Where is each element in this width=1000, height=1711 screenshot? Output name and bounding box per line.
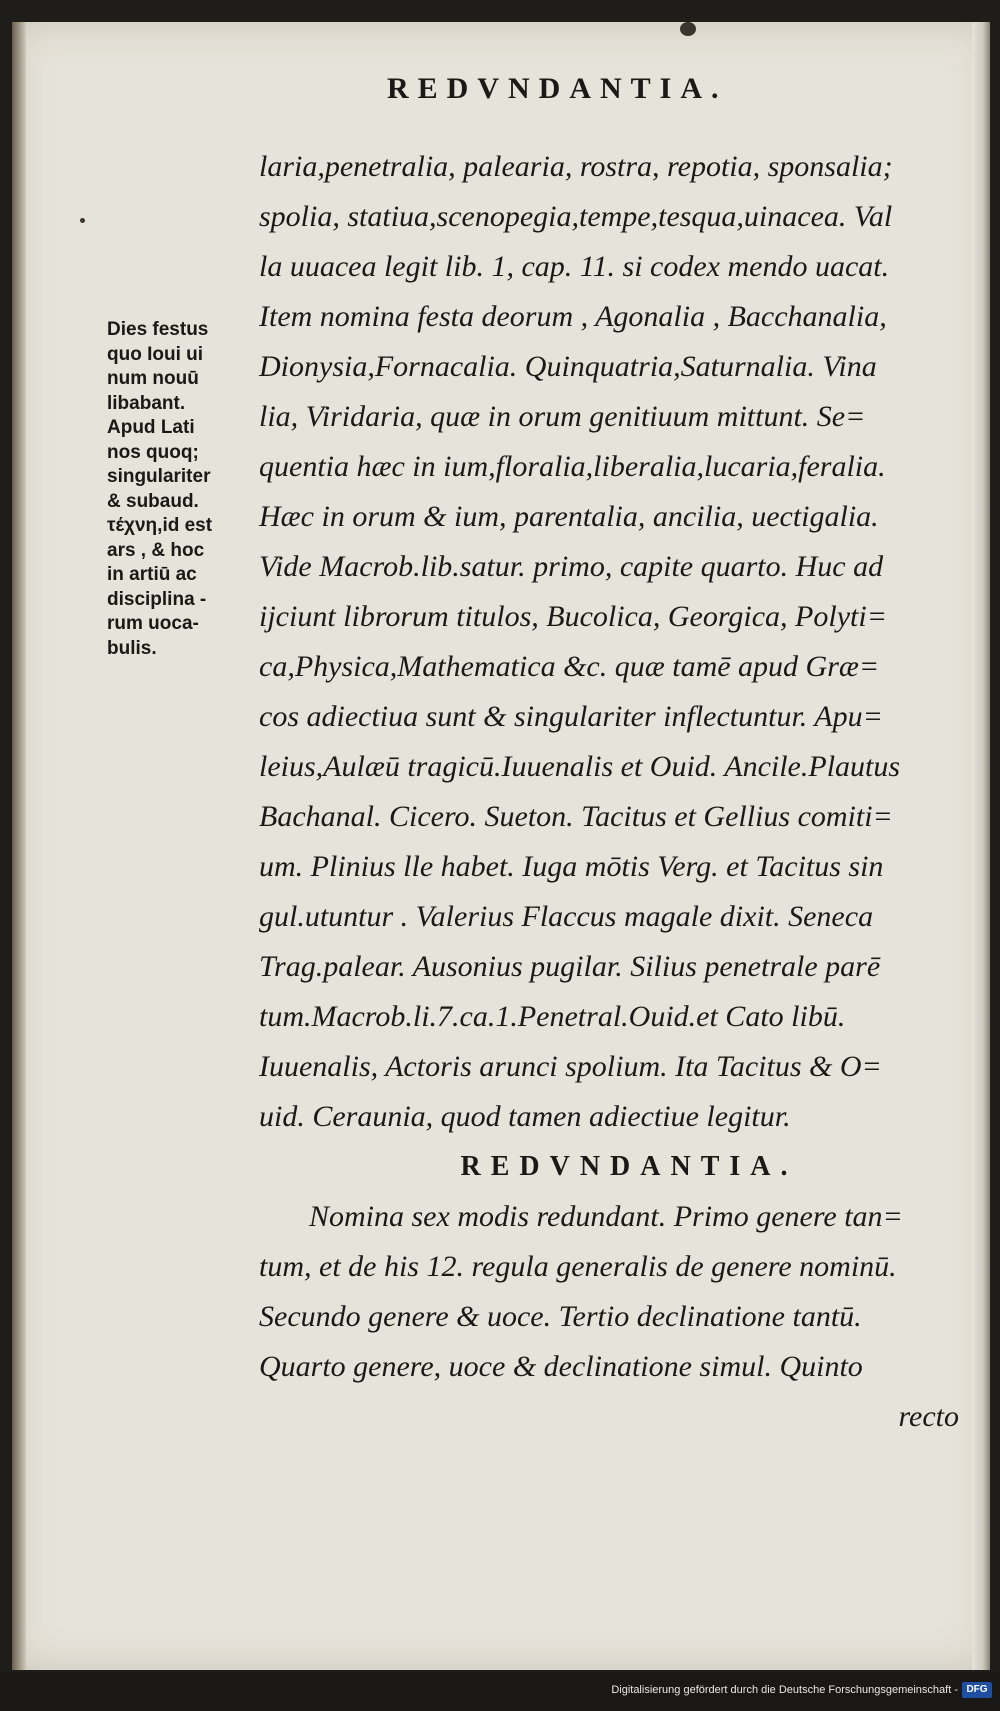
- marginal-line: libabant.: [107, 392, 186, 414]
- text-line: tum, et de his 12. regula generalis de genere nominū.: [259, 1250, 897, 1283]
- dfg-logo-icon: DFG: [962, 1682, 992, 1698]
- marginal-line: bulis.: [107, 637, 157, 659]
- text-line: ca,Physica,Mathematica &c. quæ tamē apud Græ=: [259, 650, 880, 683]
- text-line: tum.Macrob.li.7.ca.1.Penetral.Ouid.et Cato libū.: [259, 1000, 846, 1033]
- marginal-line: singulariter: [107, 466, 211, 487]
- main-text-block: [259, 142, 959, 1442]
- marginal-line: in artiū ac: [107, 564, 197, 585]
- text-line: um. Plinius lle habet. Iuga mōtis Verg. et Tacitus sin: [259, 850, 884, 883]
- marginal-line: quo Ioui ui: [107, 343, 204, 365]
- marginal-line: & subaud.: [107, 490, 199, 512]
- marginal-line: num nouū: [107, 368, 199, 389]
- text-line: Nomina sex modis redundant. Primo genere tan=: [309, 1200, 903, 1233]
- text-line: ijciunt librorum titulos, Bucolica, Georgica, Polyti=: [259, 600, 887, 633]
- marginal-line: rum uoca-: [107, 613, 199, 634]
- catchword: recto: [898, 1400, 959, 1433]
- book-page: [12, 22, 990, 1670]
- marginal-line: Dies festus: [107, 319, 209, 340]
- text-line: la uuacea legit lib. 1, cap. 11. si codex mendo uacat.: [259, 250, 890, 283]
- marginal-line: ars , & hoc: [107, 539, 205, 561]
- text-line: Bachanal. Cicero. Sueton. Tacitus et Gellius comiti=: [259, 800, 893, 833]
- text-line: gul.utuntur . Valerius Flaccus magale dixit. Seneca: [259, 900, 874, 933]
- text-line: uid. Ceraunia, quod tamen adiectiue legitur.: [259, 1100, 791, 1133]
- funding-credit: Digitalisierung gefördert durch die Deutsche Forschungsgemeinschaft -: [611, 1684, 958, 1696]
- text-line: lia, Viridaria, quæ in orum genitiuum mittunt. Se=: [259, 400, 866, 433]
- text-line: Dionysia,Fornacalia. Quinquatria,Saturnalia. Vina: [259, 350, 877, 383]
- ink-speck: [680, 22, 696, 36]
- running-head: REDVNDANTIA.: [387, 72, 728, 105]
- digitization-footer: [0, 1672, 1000, 1711]
- text-line: Trag.palear. Ausonius pugilar. Silius penetrale parē: [259, 950, 881, 983]
- text-line: Iuuenalis, Actoris arunci spolium. Ita Tacitus & O=: [259, 1050, 882, 1083]
- text-line: Quarto genere, uoce & declinatione simul. Quinto: [259, 1350, 863, 1383]
- marginal-line: disciplina -: [107, 588, 207, 610]
- page-edge: [972, 22, 990, 1670]
- ink-speck: [80, 218, 85, 223]
- text-line: Vide Macrob.lib.satur. primo, capite quarto. Huc ad: [259, 550, 884, 583]
- marginal-note: [107, 318, 257, 661]
- marginal-line: nos quoq;: [107, 441, 199, 463]
- text-line: leius,Aulæū tragicū.Iuuenalis et Ouid. Ancile.Plautus: [259, 750, 901, 783]
- text-line: Item nomina festa deorum , Agonalia , Bacchanalia,: [259, 300, 887, 333]
- marginal-line: Apud Lati: [107, 417, 195, 438]
- text-line: spolia, statiua,scenopegia,tempe,tesqua,uinacea. Val: [259, 200, 893, 233]
- section-heading: REDVNDANTIA.: [460, 1151, 798, 1182]
- text-line: laria,penetralia, palearia, rostra, repotia, sponsalia;: [259, 150, 893, 183]
- marginal-line: τέχνη,id est: [107, 515, 213, 536]
- text-line: cos adiectiua sunt & singulariter inflectuntur. Apu=: [259, 700, 883, 733]
- text-line: Secundo genere & uoce. Tertio declinatione tantū.: [259, 1300, 862, 1333]
- text-line: quentia hæc in ium,floralia,liberalia,lucaria,feralia.: [259, 450, 886, 483]
- text-line: Hæc in orum & ium, parentalia, ancilia, uectigalia.: [259, 500, 879, 533]
- page-spine-shadow: [12, 22, 26, 1670]
